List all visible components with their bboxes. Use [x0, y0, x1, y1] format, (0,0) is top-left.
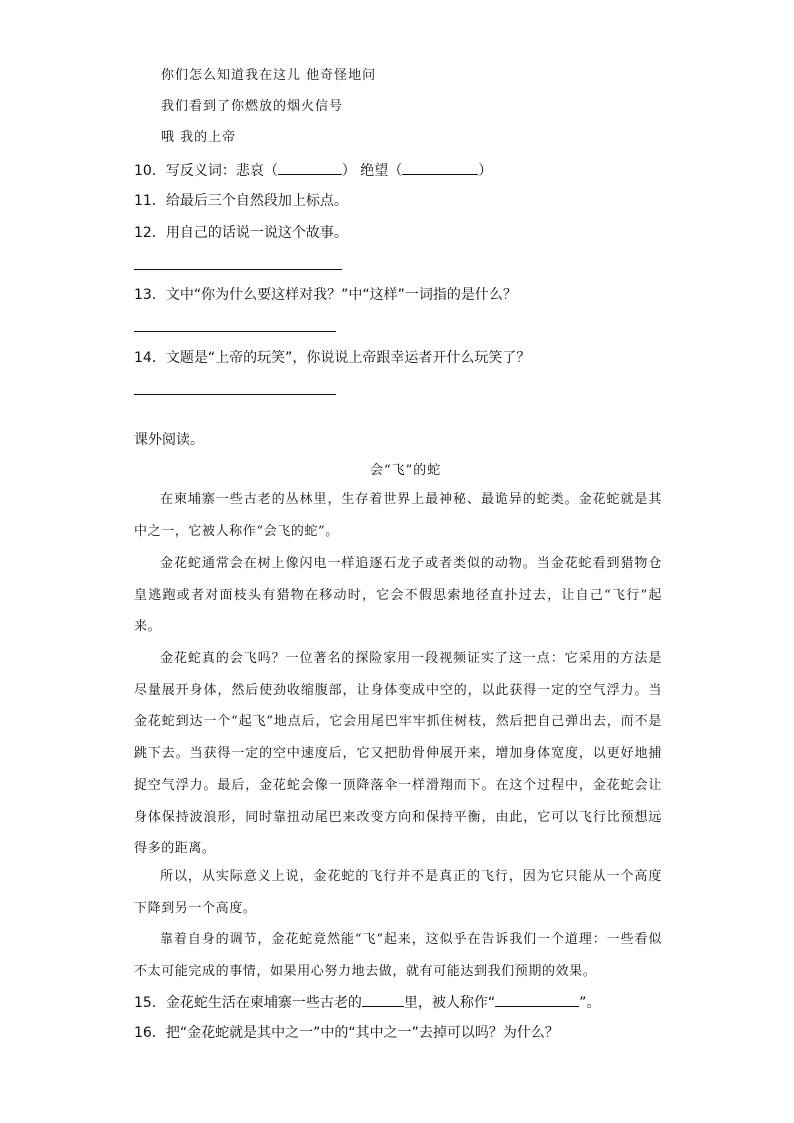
article-paragraph-4	[134, 861, 662, 924]
question-text-mid: 里，被人称作“	[403, 995, 496, 1011]
answer-blank[interactable]	[278, 162, 342, 175]
question-text: 给最后三个自然段加上标点。	[165, 193, 348, 209]
question-text: 文中“你为什么要这样对我？”中“这样”一词指的是什么？	[165, 287, 517, 303]
question-text-end: ”。	[579, 995, 601, 1011]
section-label: 课外阅读。	[134, 432, 204, 448]
question-12	[134, 226, 348, 240]
question-16	[134, 1026, 559, 1040]
question-11	[134, 194, 348, 208]
article-title: 会“飞”的蛇	[370, 463, 442, 478]
question-number: 12．	[134, 225, 166, 241]
question-text: 金花蛇生活在柬埔寨一些古老的	[165, 995, 362, 1011]
article-paragraph-1	[134, 484, 662, 547]
dialogue-line-1: 你们怎么知道我在这儿 他奇怪地问	[161, 68, 377, 83]
paragraph-text: 金花蛇通常会在树上像闪电一样追逐石龙子或者类似的动物。当金花蛇看到猎物仓皇逃跑或者对面枝头有猎物在移动时，它会不假思索地径直扑过去，让自己“飞行”起来。	[134, 556, 662, 635]
answer-blank[interactable]	[362, 994, 404, 1007]
question-number: 11．	[134, 193, 166, 209]
question-text: 把“金花蛇就是其中之一”中的“其中之一”去掉可以吗？为什么？	[165, 1025, 559, 1041]
question-text-mid: ） 绝望（	[341, 163, 403, 179]
paragraph-text: 在柬埔寨一些古老的丛林里，生存着世界上最神秘、最诡异的蛇类。金花蛇就是其中之一，它被人称作“会飞的蛇”。	[134, 492, 662, 539]
answer-blank[interactable]	[402, 162, 478, 175]
question-text-end: ）	[478, 163, 493, 179]
question-number: 15．	[134, 995, 166, 1011]
dialogue-line-3: 哦 我的上帝	[161, 130, 237, 145]
paragraph-text: 所以，从实际意义上说，金花蛇的飞行并不是真正的飞行，因为它只能从一个高度下降到另一个高度。	[134, 869, 662, 916]
answer-blank[interactable]	[495, 994, 579, 1007]
paragraph-text: 金花蛇真的会飞吗？一位著名的探险家用一段视频证实了这一点：它采用的方法是尽量展开身体，然后使劲收缩腹部，让身体变成中空的，以此获得一定的空气浮力。当金花蛇到达一个“起飞”地点后，它会用尾巴牢牢抓住树枝，然后把自己弹出去，而不是跳下去。当获得一定的空中速度后，它又把肋骨伸展开来，增加身体宽度，以更好地捕捉空气浮力。最后，金花蛇会像一顶降落伞一样滑翔而下。在这个过程中，金花蛇会让身体保持波浪形，同时靠扭动尾巴来改变方向和保持平衡，由此，它可以飞行比预想远得多的距离。	[134, 651, 662, 857]
article-paragraph-3	[134, 643, 662, 865]
article-paragraph-5	[134, 924, 662, 987]
paragraph-text: 靠着自身的调节，金花蛇竟然能“飞”起来，这似乎在告诉我们一个道理：一些看似不太可能完成的事情，如果用心努力地去做，就有可能达到我们预期的效果。	[134, 932, 662, 979]
question-10	[134, 162, 492, 178]
question-number: 13．	[134, 287, 166, 303]
answer-line-12[interactable]	[134, 269, 342, 270]
question-text: 写反义词：悲哀（	[165, 163, 278, 179]
question-13	[134, 288, 517, 302]
answer-line-13[interactable]	[134, 331, 336, 332]
question-number: 14．	[134, 350, 166, 366]
question-text: 文题是“上帝的玩笑”，你说说上帝跟幸运者开什么玩笑了？	[165, 350, 531, 366]
question-number: 10．	[134, 163, 166, 179]
question-number: 16．	[134, 1025, 166, 1041]
article-paragraph-2	[134, 548, 662, 643]
question-text: 用自己的话说一说这个故事。	[165, 225, 348, 241]
question-14	[134, 351, 530, 365]
answer-line-14[interactable]	[134, 394, 336, 395]
question-15	[134, 994, 600, 1010]
dialogue-line-2: 我们看到了你燃放的烟火信号	[161, 99, 344, 114]
